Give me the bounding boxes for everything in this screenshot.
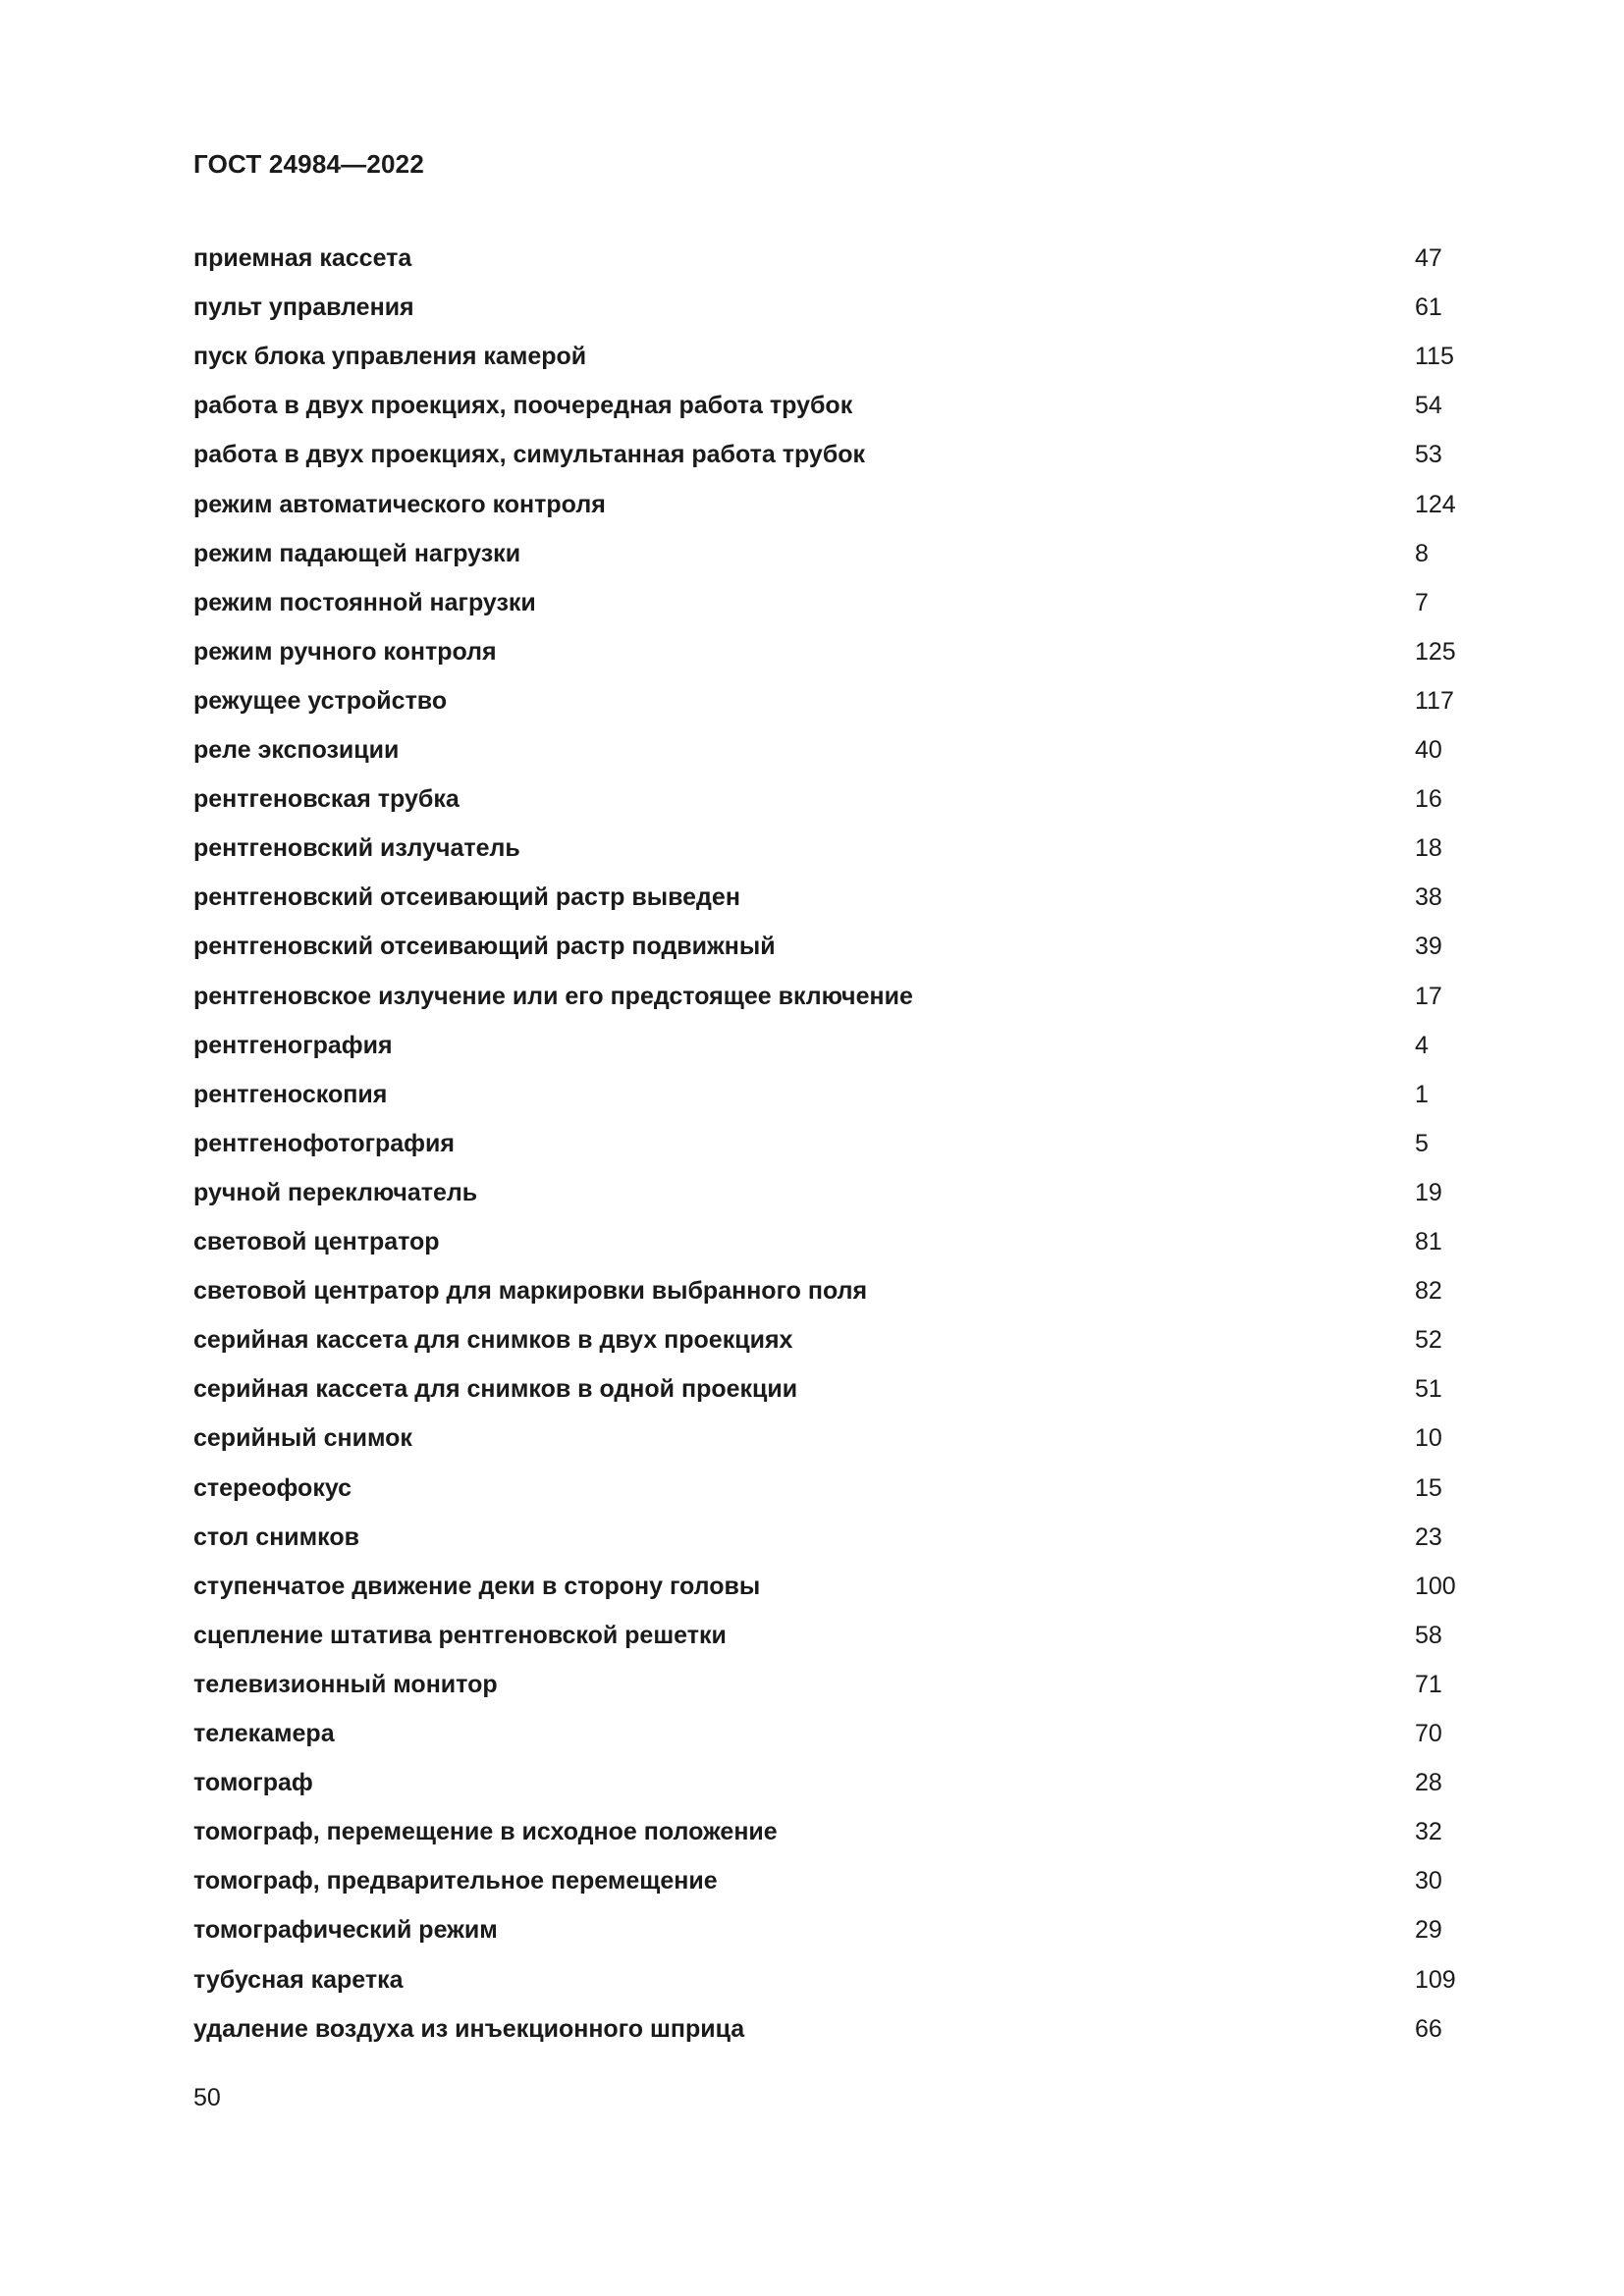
index-entry <box>193 534 1470 573</box>
index-number: 8 <box>1415 540 1429 567</box>
index-term: удаление воздуха из инъекционного шприца <box>193 2015 745 2043</box>
index-term: ручной переключатель <box>193 1179 478 1206</box>
index-entry <box>193 977 1470 1016</box>
index-number: 66 <box>1415 2015 1442 2043</box>
index-term: пуск блока управления камерой <box>193 343 587 370</box>
index-number: 40 <box>1415 736 1442 764</box>
index-entry <box>193 828 1470 868</box>
index-term: рентгеновский излучатель <box>193 834 520 862</box>
index-term: стол снимков <box>193 1523 359 1551</box>
index-number: 82 <box>1415 1277 1442 1305</box>
index-number: 32 <box>1415 1818 1442 1845</box>
index-term: томограф, перемещение в исходное положение <box>193 1818 778 1845</box>
index-term: рентгенофотография <box>193 1130 456 1157</box>
index-number: 19 <box>1415 1179 1442 1206</box>
index-entry <box>193 779 1470 819</box>
index-number: 81 <box>1415 1228 1442 1255</box>
index-entry <box>193 1222 1470 1261</box>
index-entry <box>193 1026 1470 1065</box>
index-number: 7 <box>1415 589 1429 616</box>
index-entry <box>193 1075 1470 1114</box>
index-term: томограф <box>193 1769 313 1796</box>
index-term: серийный снимок <box>193 1424 412 1452</box>
index-number: 47 <box>1415 244 1442 272</box>
index-term: рентгеновский отсеивающий растр выведен <box>193 883 740 911</box>
index-number: 58 <box>1415 1622 1442 1649</box>
index-number: 30 <box>1415 1867 1442 1895</box>
index-number: 125 <box>1415 638 1456 666</box>
index-entry <box>193 1714 1470 1753</box>
index-number: 15 <box>1415 1474 1442 1502</box>
index-term: ступенчатое движение деки в сторону головы <box>193 1573 761 1600</box>
index-entry <box>193 1960 1470 2000</box>
page-number: 50 <box>193 2084 221 2111</box>
index-entry <box>193 632 1470 671</box>
index-entry <box>193 1812 1470 1851</box>
index-number: 38 <box>1415 883 1442 911</box>
index-entry <box>193 1369 1470 1409</box>
index-entry <box>193 1468 1470 1508</box>
index-entry <box>193 1518 1470 1557</box>
index-number: 71 <box>1415 1671 1442 1698</box>
index-number: 5 <box>1415 1130 1429 1157</box>
index-number: 29 <box>1415 1916 1442 1944</box>
index-number: 10 <box>1415 1424 1442 1452</box>
document-header: ГОСТ 24984—2022 <box>193 149 424 179</box>
index-term: серийная кассета для снимков в одной проекции <box>193 1375 798 1403</box>
index-entry <box>193 927 1470 966</box>
index-number: 100 <box>1415 1573 1456 1600</box>
index-entry <box>193 730 1470 770</box>
index-number: 61 <box>1415 294 1442 321</box>
index-entry <box>193 1320 1470 1360</box>
index-term: телевизионный монитор <box>193 1671 498 1698</box>
index-number: 16 <box>1415 785 1442 813</box>
index-entry <box>193 1271 1470 1310</box>
index-term: режим падающей нагрузки <box>193 540 521 567</box>
index-entry <box>193 1665 1470 1704</box>
index-number: 39 <box>1415 933 1442 960</box>
index-entry <box>193 1910 1470 1949</box>
index-term: рентгеновское излучение или его предстоящее включение <box>193 983 913 1010</box>
index-term: световой центратор для маркировки выбранного поля <box>193 1277 868 1305</box>
index-term: режим ручного контроля <box>193 638 497 666</box>
index-entry <box>193 1763 1470 1802</box>
index-term: режущее устройство <box>193 687 448 715</box>
index-term: рентгеноскопия <box>193 1081 388 1108</box>
index-number: 28 <box>1415 1769 1442 1796</box>
index-number: 70 <box>1415 1720 1442 1747</box>
index-term: стереофокус <box>193 1474 352 1502</box>
index-entry <box>193 239 1470 278</box>
index-term: тубусная каретка <box>193 1966 404 1994</box>
index-entry <box>193 2009 1470 2049</box>
index-entry <box>193 1616 1470 1655</box>
index-number: 1 <box>1415 1081 1429 1108</box>
index-term: рентгенография <box>193 1032 393 1059</box>
index-term: режим автоматического контроля <box>193 491 606 518</box>
index-entry <box>193 1124 1470 1163</box>
index-entry <box>193 1173 1470 1212</box>
index-term: телекамера <box>193 1720 335 1747</box>
index-entry <box>193 337 1470 376</box>
index-number: 18 <box>1415 834 1442 862</box>
index-number: 115 <box>1415 343 1454 370</box>
index-term: серийная кассета для снимков в двух проекциях <box>193 1326 793 1354</box>
index-number: 53 <box>1415 441 1442 468</box>
index-entry <box>193 878 1470 917</box>
index-term: томограф, предварительное перемещение <box>193 1867 718 1895</box>
index-term: рентгеновский отсеивающий растр подвижный <box>193 933 776 960</box>
index-term: работа в двух проекциях, симультанная работа трубок <box>193 441 866 468</box>
index-number: 52 <box>1415 1326 1442 1354</box>
index-number: 23 <box>1415 1523 1442 1551</box>
index-entry <box>193 435 1470 474</box>
index-entry <box>193 1418 1470 1458</box>
index-entry <box>193 1861 1470 1900</box>
index-entry <box>193 1567 1470 1606</box>
index-entry <box>193 681 1470 721</box>
index-term: рентгеновская трубка <box>193 785 460 813</box>
index-term: световой центратор <box>193 1228 440 1255</box>
index-number: 4 <box>1415 1032 1429 1059</box>
index-term: приемная кассета <box>193 244 412 272</box>
index-number: 54 <box>1415 392 1442 419</box>
index-term: томографический режим <box>193 1916 498 1944</box>
index-entry <box>193 288 1470 327</box>
index-number: 124 <box>1415 491 1456 518</box>
index-term: реле экспозиции <box>193 736 400 764</box>
index-term: работа в двух проекциях, поочередная работа трубок <box>193 392 853 419</box>
index-term: сцепление штатива рентгеновской решетки <box>193 1622 727 1649</box>
index-entry <box>193 485 1470 524</box>
index-number: 109 <box>1415 1966 1456 1994</box>
index-number: 51 <box>1415 1375 1442 1403</box>
index-entry <box>193 583 1470 622</box>
index-term: пульт управления <box>193 294 414 321</box>
index-term: режим постоянной нагрузки <box>193 589 536 616</box>
index-number: 17 <box>1415 983 1442 1010</box>
index-number: 117 <box>1415 687 1454 715</box>
index-entry <box>193 386 1470 425</box>
